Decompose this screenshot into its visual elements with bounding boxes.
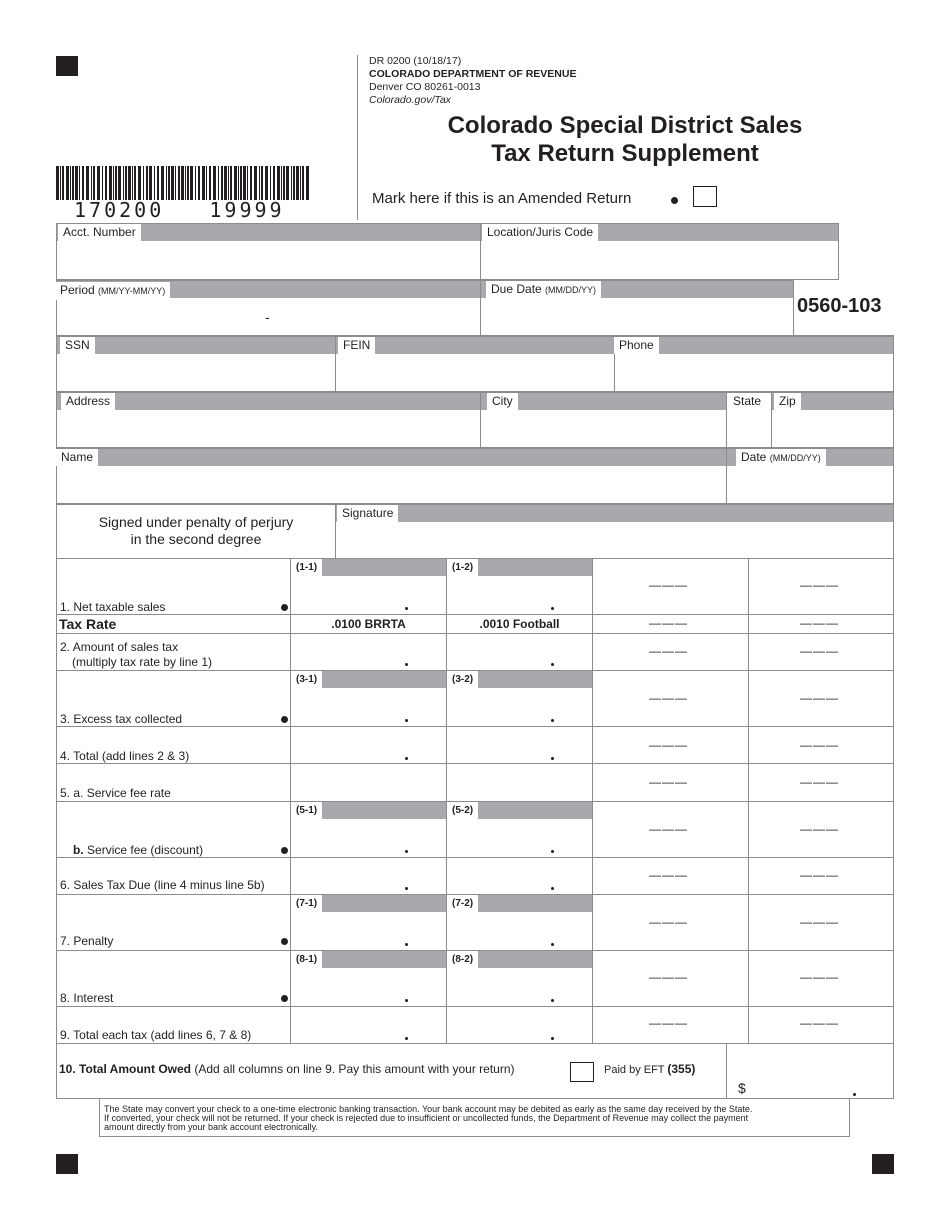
dash: ——— (800, 616, 839, 630)
barcode-bar (146, 166, 148, 200)
decimal-point (551, 607, 554, 610)
ssn-label: SSN (60, 337, 95, 354)
line-3-text: Excess tax collected (73, 712, 183, 726)
line-4-label (60, 749, 189, 763)
line-4-text: Total (add lines 2 & 3) (73, 749, 190, 763)
barcode-bar (250, 166, 252, 200)
line-5b-text: Service fee (discount) (87, 843, 204, 857)
dash: ——— (649, 1016, 688, 1030)
tax-rate-col2: .0010 Football (479, 617, 560, 631)
row-divider (56, 1006, 894, 1007)
code-3-1: (3-1) (291, 671, 322, 688)
barcode-bar (175, 166, 176, 200)
line-5b-label (73, 843, 203, 857)
dash: ——— (800, 1016, 839, 1030)
dash: ——— (649, 915, 688, 929)
dash: ——— (649, 578, 688, 592)
period-text: Period (60, 283, 95, 297)
amended-bullet (671, 197, 678, 204)
barcode-bar (134, 166, 136, 200)
code-3-2: (3-2) (447, 671, 478, 688)
barcode-bar (286, 166, 289, 200)
barcode-bar (79, 166, 80, 200)
barcode-bar (125, 166, 127, 200)
notice-line1: The State may convert your check to a one-time electronic banking transaction. Your bank account may be debited as early as the same day received by the State. (104, 1104, 753, 1114)
line-2-text: Amount of sales tax (72, 640, 179, 654)
page-title-line2: Tax Return Supplement (491, 140, 759, 167)
barcode-bar (166, 166, 167, 200)
eft-checkbox[interactable] (570, 1062, 594, 1082)
dash: ——— (800, 738, 839, 752)
barcode-bar (213, 166, 216, 200)
amended-checkbox[interactable] (693, 186, 717, 207)
code-1-1: (1-1) (291, 559, 322, 576)
line-7-bullet (281, 938, 288, 945)
barcode-bar (243, 166, 246, 200)
line-3-number: 3. (60, 712, 71, 726)
line-8-bullet (281, 995, 288, 1002)
barcode-bar (72, 166, 74, 200)
code-5-1: (5-1) (291, 802, 322, 819)
barcode-bar (97, 166, 100, 200)
line-5a-number: 5. a. (60, 786, 84, 800)
barcode-bar (149, 166, 152, 200)
form-code: 0560-103 (797, 295, 882, 317)
decimal-point (405, 607, 408, 610)
registration-mark-bottom-left (56, 1154, 78, 1174)
phone-label: Phone (614, 337, 659, 354)
decimal-point (551, 663, 554, 666)
line-5b-bullet (281, 847, 288, 854)
barcode-bar (185, 166, 186, 200)
row-divider (56, 857, 894, 858)
eft-label (604, 1062, 695, 1077)
barcode-bar (75, 166, 78, 200)
barcode-bar (91, 166, 92, 200)
barcode-bar (228, 166, 229, 200)
barcode-bar (230, 166, 232, 200)
barcode-bar (259, 166, 260, 200)
barcode-bar (198, 166, 200, 200)
line-1-text: Net taxable sales (73, 600, 166, 614)
dash: ——— (649, 970, 688, 984)
barcode-bar (247, 166, 248, 200)
barcode-bar (281, 166, 282, 200)
form-number: DR 0200 (10/18/17) (369, 55, 462, 67)
barcode-bar (224, 166, 227, 200)
line-5a-label (60, 786, 171, 800)
department-website: Colorado.gov/Tax (369, 94, 451, 106)
barcode-bar (132, 166, 133, 200)
barcode-bar (157, 166, 159, 200)
barcode-bar (277, 166, 280, 200)
dash: ——— (800, 915, 839, 929)
line-7-text: Penalty (73, 934, 114, 948)
line-8-text: Interest (73, 991, 114, 1005)
line-3-bullet (281, 716, 288, 723)
code-5-2: (5-2) (447, 802, 478, 819)
dash: ——— (649, 822, 688, 836)
barcode-bar (86, 166, 89, 200)
code-7-1: (7-1) (291, 895, 322, 912)
decimal-point (405, 719, 408, 722)
barcode-bar (178, 166, 180, 200)
label-bar (336, 505, 893, 522)
barcode-bar (70, 166, 71, 200)
barcode-bar (234, 166, 237, 200)
label-bar (57, 449, 726, 466)
barcode-bar (306, 166, 309, 200)
barcode-bar (161, 166, 164, 200)
eft-text: Paid by EFT (604, 1064, 665, 1076)
barcode-bar (302, 166, 304, 200)
barcode-bar (206, 166, 207, 200)
row-divider (56, 726, 894, 727)
barcode-bar (118, 166, 121, 200)
line-2-number: 2. (60, 640, 71, 654)
line-9-text: Total each tax (add lines 6, 7 & 8) (73, 1028, 252, 1042)
line-5b-number: b. (73, 843, 84, 857)
line-10-text: (Add all columns on line 9. Pay this amount with your return) (194, 1062, 515, 1076)
barcode-bar (202, 166, 205, 200)
line-8-number: 8. (60, 991, 71, 1005)
period-label (55, 282, 170, 300)
header-divider (357, 55, 358, 220)
due-date-label (486, 281, 601, 299)
registration-mark-top-left (56, 56, 78, 76)
code-1-2: (1-2) (447, 559, 478, 576)
decimal-point (551, 850, 554, 853)
line-7-number: 7. (60, 934, 71, 948)
barcode-bar (254, 166, 257, 200)
barcode-bar (171, 166, 174, 200)
barcode-bar (293, 166, 295, 200)
line-1-number: 1. (60, 600, 71, 614)
date-label (736, 449, 826, 467)
eft-code: (355) (667, 1062, 696, 1076)
state-label: State (728, 393, 766, 410)
code-7-2: (7-2) (447, 895, 478, 912)
decimal-point (551, 943, 554, 946)
dash: ——— (649, 775, 688, 789)
date-text: Date (741, 450, 767, 464)
line-9-number: 9. (60, 1028, 71, 1042)
line-6-label (60, 878, 265, 892)
line-1-label (60, 600, 165, 614)
perjury-line1: Signed under penalty of perjury (98, 514, 294, 530)
barcode-bar (270, 166, 271, 200)
barcode-bar (109, 166, 112, 200)
due-date-text: Due Date (491, 282, 542, 296)
line-1-bullet (281, 604, 288, 611)
zip-label: Zip (774, 393, 801, 410)
dash: ——— (800, 644, 839, 658)
registration-mark-bottom-right (872, 1154, 894, 1174)
line-10-label (59, 1062, 515, 1076)
row-divider (56, 633, 894, 634)
col-divider (726, 1043, 727, 1099)
dollar-sign: $ (738, 1080, 746, 1096)
dash: ——— (800, 691, 839, 705)
line-9-label (60, 1028, 251, 1042)
barcode-bar (209, 166, 211, 200)
barcode-bar (60, 166, 61, 200)
label-bar (57, 337, 335, 354)
due-date-format: (MM/DD/YY) (545, 285, 597, 295)
barcode-bar (296, 166, 299, 200)
barcode-bar (300, 166, 301, 200)
barcode-bar (138, 166, 141, 200)
tax-rate-label: Tax Rate (59, 616, 117, 632)
notice-line2: If converted, your check will not be returned. If your check is rejected due to insufficient or uncollected funds, the Department of Revenue may collect the payment (104, 1113, 749, 1123)
dash: ——— (800, 578, 839, 592)
line-10-bold: 10. Total Amount Owed (59, 1062, 192, 1076)
barcode-bar (154, 166, 155, 200)
line-8-label (60, 991, 113, 1005)
decimal-point (405, 887, 408, 890)
dash: ——— (649, 868, 688, 882)
dash: ——— (649, 616, 688, 630)
location-code-label: Location/Juris Code (482, 224, 598, 241)
line-2-sublabel: (multiply tax rate by line 1) (72, 655, 213, 669)
decimal-point (551, 887, 554, 890)
barcode-bar (168, 166, 170, 200)
barcode-bar (62, 166, 64, 200)
barcode-bar (115, 166, 117, 200)
dash: ——— (800, 970, 839, 984)
barcode-bar (102, 166, 103, 200)
line-6-number: 6. (60, 878, 71, 892)
decimal-point (551, 719, 554, 722)
barcode-bar (66, 166, 69, 200)
barcode-bar (240, 166, 242, 200)
department-name: COLORADO DEPARTMENT OF REVENUE (369, 68, 577, 80)
barcode-bar (283, 166, 285, 200)
barcode-bar (113, 166, 114, 200)
acct-number-label: Acct. Number (58, 224, 141, 241)
perjury-line2: in the second degree (130, 531, 262, 547)
dash: ——— (800, 868, 839, 882)
decimal-point (405, 1037, 408, 1040)
label-bar (336, 337, 614, 354)
period-separator: - (265, 309, 270, 325)
barcode-bar (273, 166, 275, 200)
barcode-bar (190, 166, 193, 200)
dash: ——— (649, 644, 688, 658)
decimal-point (853, 1093, 856, 1096)
label-bar (57, 393, 480, 410)
code-8-2: (8-2) (447, 951, 478, 968)
decimal-point (551, 1037, 554, 1040)
line-6-text: Sales Tax Due (line 4 minus line 5b) (73, 878, 265, 892)
code-8-1: (8-1) (291, 951, 322, 968)
barcode-bar (128, 166, 131, 200)
department-address: Denver CO 80261-0013 (369, 81, 481, 93)
barcode-bar (105, 166, 107, 200)
decimal-point (405, 850, 408, 853)
signature-label: Signature (337, 505, 398, 522)
tax-rate-col1: .0100 BRRTA (331, 617, 406, 631)
barcode-bar (261, 166, 263, 200)
line-7-label (60, 934, 113, 948)
decimal-point (405, 663, 408, 666)
row-divider (56, 614, 894, 615)
dash: ——— (800, 822, 839, 836)
dash: ——— (649, 738, 688, 752)
city-label: City (487, 393, 518, 410)
date-format: (MM/DD/YY) (769, 453, 821, 463)
barcode-bar (291, 166, 292, 200)
barcode-bar (123, 166, 124, 200)
barcode-bar (221, 166, 223, 200)
fein-label: FEIN (338, 337, 375, 354)
barcode-bar (218, 166, 219, 200)
barcode-bar (238, 166, 239, 200)
decimal-point (551, 757, 554, 760)
barcode-bar (143, 166, 144, 200)
dash: ——— (649, 691, 688, 705)
period-format: (MM/YY-MM/YY) (98, 286, 166, 296)
barcode-bar (181, 166, 184, 200)
label-bar (481, 393, 726, 410)
decimal-point (405, 943, 408, 946)
line-5a-text: Service fee rate (86, 786, 171, 800)
name-label: Name (56, 449, 98, 466)
barcode-bar (187, 166, 189, 200)
page-title-line1: Colorado Special District Sales (447, 112, 803, 139)
decimal-point (405, 757, 408, 760)
line-2-label (60, 640, 178, 654)
amended-label: Mark here if this is an Amended Return (372, 190, 632, 207)
notice-line3: amount directly from your bank account electronically. (104, 1122, 318, 1132)
address-label: Address (61, 393, 115, 410)
barcode-bar (93, 166, 95, 200)
line-3-label (60, 712, 182, 726)
barcode-number: 170200 19999 (74, 198, 285, 222)
line-4-number: 4. (60, 749, 71, 763)
decimal-point (551, 999, 554, 1002)
barcode-bar (82, 166, 84, 200)
barcode-bar (195, 166, 196, 200)
barcode-bar (265, 166, 268, 200)
barcode-bar (56, 166, 59, 200)
dash: ——— (800, 775, 839, 789)
decimal-point (405, 999, 408, 1002)
row-divider (56, 763, 894, 764)
barcode (56, 166, 310, 200)
